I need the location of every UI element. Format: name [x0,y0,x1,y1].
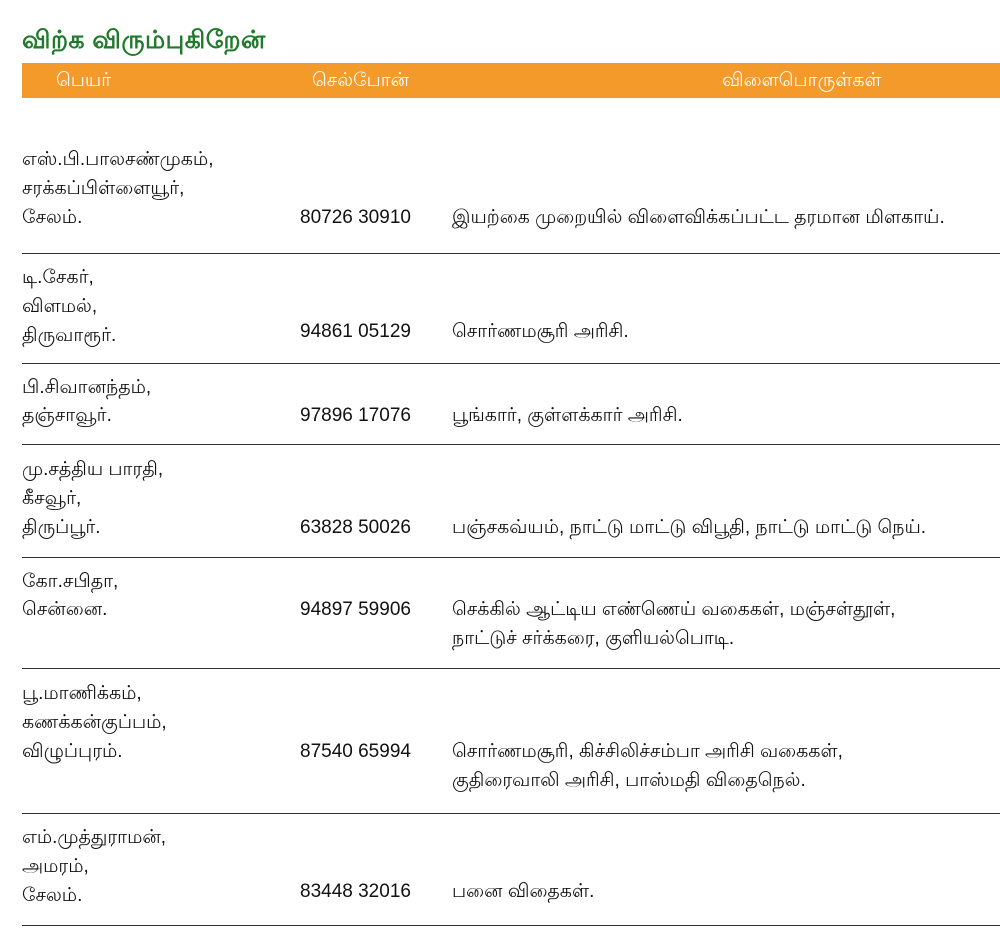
seller-name-line: சேலம். [22,885,83,906]
seller-phone: 97896 17076 [300,405,411,426]
seller-products [452,598,895,651]
seller-name-line: பி.சிவானந்தம், [22,377,152,398]
table-header [22,63,1000,98]
seller-name-line: தஞ்சாவூர். [22,405,112,426]
seller-name-line: அமரம், [22,856,89,877]
seller-name-line: திருவாரூர். [22,325,117,346]
row-divider [22,925,1000,926]
seller-phone: 94861 05129 [300,321,411,342]
seller-products [452,206,945,230]
seller-name [22,826,166,908]
product-line: சொர்ணமசூரி அரிசி. [452,321,629,342]
product-line: குதிரைவாலி அரிசி, பாஸ்மதி விதைநெல். [452,770,806,791]
seller-name-line: சென்னை. [22,599,108,620]
seller-name [22,266,116,348]
row-divider [22,253,1000,254]
seller-phone: 94897 59906 [300,599,411,620]
seller-name [22,570,118,622]
product-line: பூங்கார், குள்ளக்கார் அரிசி. [452,405,683,426]
seller-phone: 80726 30910 [300,207,411,228]
header-name: பெயர் [56,70,112,91]
seller-name-line: சேலம். [22,207,83,228]
seller-name [22,148,213,230]
page-title: விற்க விரும்புகிறேன் [22,26,266,54]
row-divider [22,557,1000,558]
seller-phone: 83448 32016 [300,881,411,902]
seller-name-line: விளமல், [22,296,98,317]
row-divider [22,813,1000,814]
seller-name-line: சரக்கப்பிள்ளையூர், [22,178,185,199]
seller-name [22,458,163,540]
seller-name-line: டி.சேகர், [22,267,94,288]
seller-name-line: எஸ்.பி.பாலசண்முகம், [22,149,214,170]
seller-products [452,740,843,793]
seller-products [452,880,594,904]
seller-name-line: கீசவூர், [22,488,82,509]
seller-name-line: விழுப்புரம். [22,741,123,762]
seller-name-line: மு.சத்திய பாரதி, [22,459,164,480]
header-phone: செல்போன் [312,70,410,91]
seller-name-line: பூ.மாணிக்கம், [22,683,142,704]
seller-products [452,404,683,428]
product-line: சொர்ணமசூரி, கிச்சிலிச்சம்பா அரிசி வகைகள், [452,741,843,762]
seller-name [22,376,151,428]
product-line: நாட்டுச் சர்க்கரை, குளியல்பொடி. [452,628,735,649]
seller-name-line: திருப்பூர். [22,517,101,538]
seller-phone: 63828 50026 [300,517,411,538]
product-line: செக்கில் ஆட்டிய எண்ணெய் வகைகள், மஞ்சள்தூள், [452,599,896,620]
row-divider [22,363,1000,364]
seller-name-line: கோ.சபிதா, [22,571,119,592]
seller-products [452,516,926,540]
product-line: பனை விதைகள். [452,881,595,902]
row-divider [22,668,1000,669]
seller-phone: 87540 65994 [300,741,411,762]
seller-name [22,682,167,764]
seller-name-line: எம்.முத்துராமன், [22,827,167,848]
seller-products [452,320,629,344]
product-line: பஞ்சகவ்யம், நாட்டு மாட்டு விபூதி, நாட்டு மாட்டு நெய். [452,517,927,538]
row-divider [22,444,1000,445]
seller-name-line: கணக்கன்குப்பம், [22,712,167,733]
header-products: விளைபொருள்கள் [722,70,882,91]
product-line: இயற்கை முறையில் விளைவிக்கப்பட்ட தரமான மிளகாய். [452,207,945,228]
